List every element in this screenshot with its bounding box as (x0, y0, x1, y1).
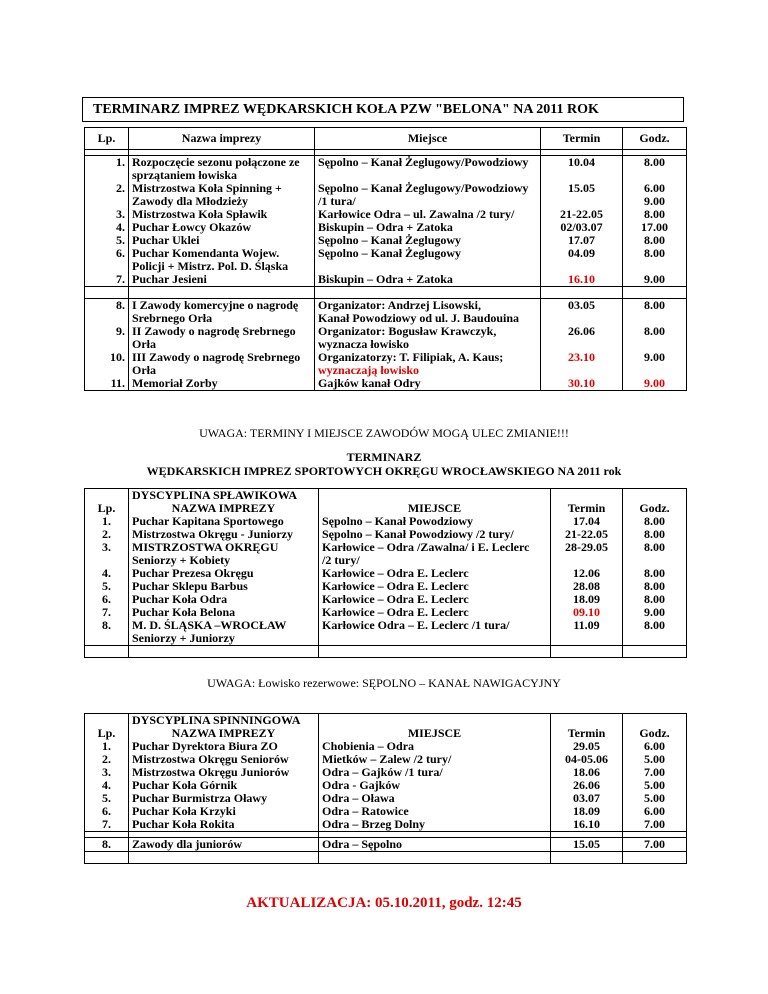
header-name: NAZWA IMPREZY (171, 502, 276, 515)
group2-place-column: Organizator: Andrzej Lisowski, Kanał Powodziowy od ul. J. Baudouina Organizator: Bogusław Krawczyk, wyznacza łowisko Organizatorzy: T. Filipiak, A. Kaus; wyznaczają łowisko Gajków kanał Odry (315, 299, 541, 391)
float-fishing-table: Lp. 1. 2. 3. 4. 5. 6. 7. 8. DYSCYPLINA SPŁAWIKOWA NAZWA IMPREZY Puchar Kapitana Sportowego Mistrzostwa Okręgu - Juniorzy MISTRZOSTWA OKRĘGU Seniorzy + Kobiety Puchar Prezesa Okręgu Puchar Sklepu Barbus Puchar Koła Odra Puchar Koła Belona M. D. ŚLĄSKA –WROCŁAW Seniorzy + Juniorzy MIEJSCE Sępolno – Kanał Powodziowy Sępolno – Kanał Powodziowy /2 tury/ Karłowice – Odra /Zawalna/ i E. Leclerc /2 tury/ Karłowice – Odra E. Leclerc Karłowice – Odra E. Leclerc Karłowice – Odra E. Leclerc Karłowice – Odra E. Leclerc Karłowice Odra – E. Leclerc /1 tura/ Termin 17.04 21-22.05 28-29.05 12.06 28.08 18.09 09.10 11.09 Godz. 8.00 8.00 8.00 8.00 8.00 8.00 9.00 8.00 (84, 488, 687, 658)
group1-lp-column: 1. 2. 3. 4. 5. 6. 7. (85, 156, 129, 287)
header-date: Termin (567, 502, 606, 515)
group1-date-column: 10.04 15.05 21-22.05 02/03.07 17.07 04.09 16.10 (541, 156, 623, 287)
header-lp: Lp. (97, 727, 116, 740)
header-hour: Godz. (639, 727, 670, 740)
highlighted-place: wyznaczają łowisko (318, 364, 419, 377)
header-name: Nazwa imprezy (129, 128, 315, 150)
group1-name-column: Rozpoczęcie sezonu połączone ze sprzątaniem łowiska Mistrzostwa Koła Spinning + Zawody dla Młodzieży Mistrzostwa Koła Spławik Puchar Łowcy Okazów Puchar Uklei Puchar Komendanta Wojew. Policji + Mistrz. Pol. D. Śląska Puchar Jesieni (129, 156, 315, 287)
table-row: 8. (85, 838, 129, 852)
document-title: TERMINARZ IMPREZ WĘDKARSKICH KOŁA PZW "BELONA" NA 2011 ROK (82, 97, 684, 122)
header-place: MIEJSCE (407, 727, 462, 740)
header-lp: Lp. (85, 128, 129, 150)
discipline-title: DYSCYPLINA SPINNINGOWA (132, 714, 301, 727)
note-reserve-fishery: UWAGA: Łowisko rezerwowe: SĘPOLNO – KANAŁ NAWIGACYJNY (207, 676, 561, 690)
discipline-title: DYSCYPLINA SPŁAWIKOWA (132, 489, 298, 502)
club-events-table (84, 127, 687, 391)
header-hour: Godz. (623, 128, 687, 150)
section2-subtitle: WĘDKARSKICH IMPREZ SPORTOWYCH OKRĘGU WROCŁAWSKIEGO NA 2011 rok (146, 464, 622, 478)
header-date: Termin (567, 727, 606, 740)
header-name: NAZWA IMPREZY (171, 727, 276, 740)
group2-name-column: I Zawody komercyjne o nagrodę Srebrnego Orła II Zawody o nagrodę Srebrnego Orła III Zawody o nagrodę Srebrnego Orła Memoriał Zorby (129, 299, 315, 391)
spinning-table: Lp. 1. 2. 3. 4. 5. 6. 7. DYSCYPLINA SPINNINGOWA NAZWA IMPREZY Puchar Dyrektora Biura ZO Mistrzostwa Okręgu Seniorów Mistrzostwa Okręgu Juniorów Puchar Koła Górnik Puchar Burmistrza Oławy Puchar Koła Krzyki Puchar Koła Rokita MIEJSCE Chobienia – Odra Mietków – Zalew /2 tury/ Odra – Gajków /1 tura/ Odra - Gajków Odra – Oława Odra – Ratowice Odra – Brzeg Dolny Termin 29.05 04-05.06 18.06 26.06 03.07 18.09 16.10 Godz. 6.00 5.00 7.00 5.00 5.00 6.00 7.00 8. Zawody dla juniorów Odra – Sępolno 15.05 7.00 (84, 713, 687, 864)
header-lp: Lp. (97, 502, 116, 515)
update-timestamp: AKTUALIZACJA: 05.10.2011, godz. 12:45 (246, 895, 522, 911)
highlighted-date: 16.10 (568, 273, 595, 286)
section2-title: TERMINARZ (346, 450, 422, 464)
group2-hour-column: 8.00 8.00 9.00 9.00 (623, 299, 687, 391)
header-place: Miejsce (315, 128, 541, 150)
header-date: Termin (541, 128, 623, 150)
note-dates-may-change: UWAGA: TERMINY I MIEJSCE ZAWODÓW MOGĄ ULEC ZMIANIE!!! (199, 426, 569, 440)
header-place: MIEJSCE (407, 502, 462, 515)
header-hour: Godz. (639, 502, 670, 515)
group2-date-column: 03.05 26.06 23.10 30.10 (541, 299, 623, 391)
group1-place-column: Sępolno – Kanał Żeglugowy/Powodziowy Sępolno – Kanał Żeglugowy/Powodziowy /1 tura/ Karłowice Odra – ul. Zawalna /2 tury/ Biskupin – Odra + Zatoka Sępolno – Kanał Żeglugowy Sępolno – Kanał Żeglugowy Biskupin – Odra + Zatoka (315, 156, 541, 287)
group2-lp-column: 8. 9. 10. 11. (85, 299, 129, 391)
group1-hour-column: 8.00 6.00 9.00 8.00 17.00 8.00 8.00 9.00 (623, 156, 687, 287)
